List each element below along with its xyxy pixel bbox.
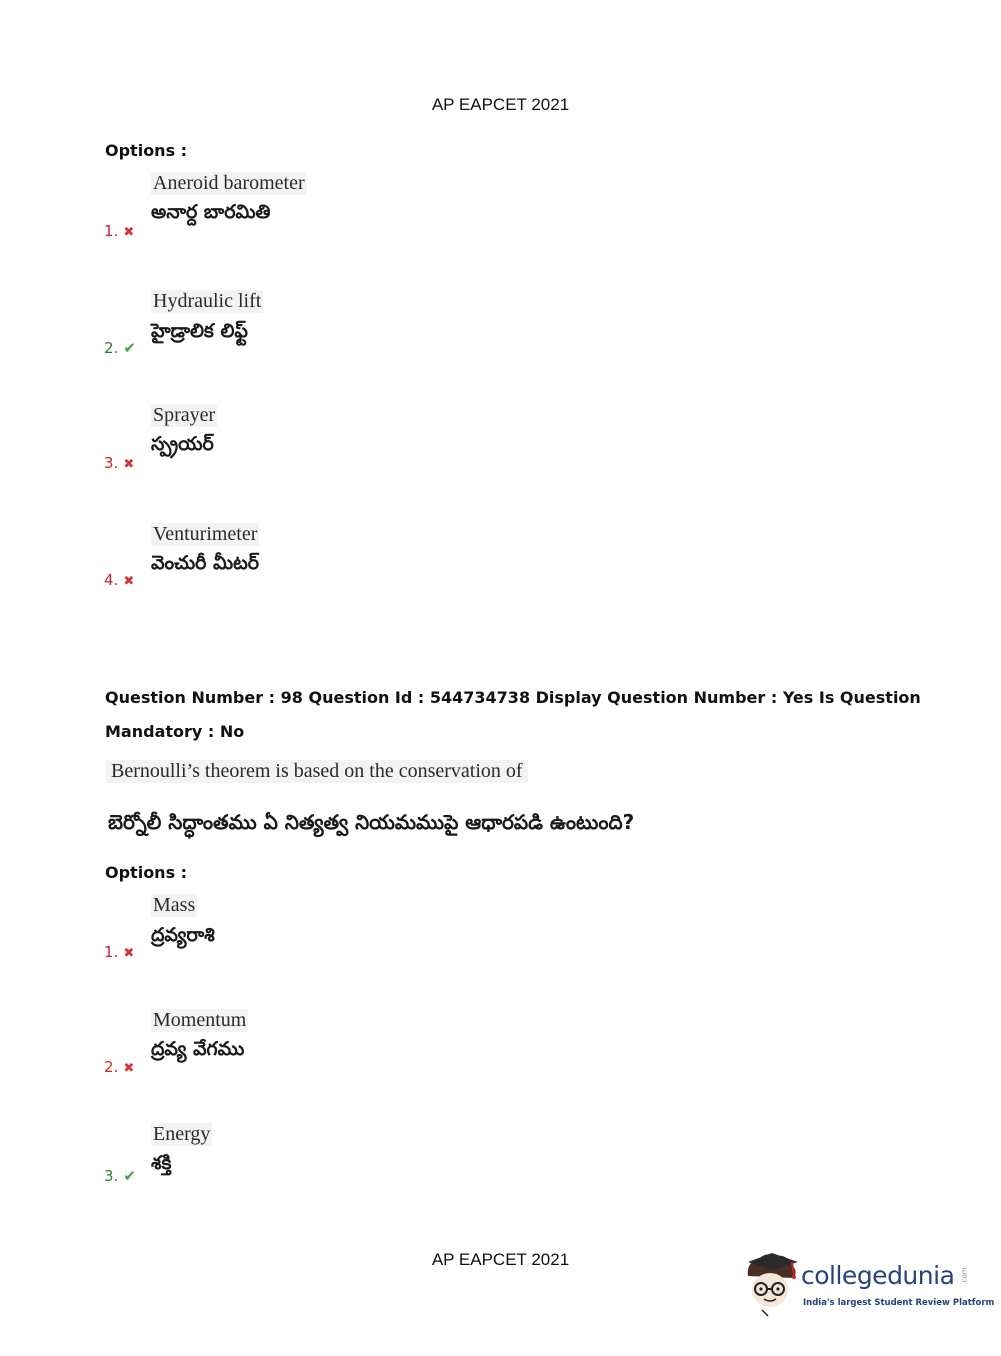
option-4-telugu: వెంచురీ మీటర్ xyxy=(151,552,260,574)
cross-icon: ✖ xyxy=(123,225,135,240)
options-label: Options : xyxy=(105,141,188,160)
collegedunia-logo xyxy=(742,1250,995,1320)
option-2-english: Momentum xyxy=(153,1009,247,1031)
logo-wordmark: collegedunia xyxy=(801,1261,955,1290)
option-2-number: 2. ✖ xyxy=(104,1058,135,1076)
options-label: Options : xyxy=(105,863,188,882)
option-1-number: 1. ✖ xyxy=(104,943,135,961)
option-3-number: 3. ✔ xyxy=(104,1167,136,1185)
page-footer: AP EAPCET 2021 xyxy=(431,1250,570,1269)
option-3-english: Energy xyxy=(153,1123,211,1145)
option-3-number: 3. ✖ xyxy=(104,454,135,472)
question-meta-line-1: Question Number : 98 Question Id : 544734738 Display Question Number : Yes Is Question xyxy=(105,688,921,707)
option-4-english: Venturimeter xyxy=(153,523,258,545)
cross-icon: ✖ xyxy=(123,1061,135,1076)
option-2-telugu: ద్రవ్య వేగము xyxy=(151,1038,245,1060)
option-3-english: Sprayer xyxy=(153,404,216,426)
page-header: AP EAPCET 2021 xyxy=(431,95,570,114)
option-1-english: Aneroid barometer xyxy=(153,172,305,194)
question-text-telugu: బెర్నోలీ సిద్ధాంతము ఏ నిత్యత్వ నియమముపై ఆధారపడి ఉంటుంది? xyxy=(108,810,635,834)
question-meta-line-2: Mandatory : No xyxy=(105,722,245,741)
option-1-number: 1. ✖ xyxy=(104,222,135,240)
cross-icon: ✖ xyxy=(123,574,135,589)
option-1-english: Mass xyxy=(153,894,196,916)
mascot-icon xyxy=(742,1250,802,1320)
logo-domain-suffix: .com xyxy=(960,1267,969,1285)
question-text-english: Bernoulli’s theorem is based on the conservation of xyxy=(106,760,528,783)
option-3-telugu: స్ప్రయర్ xyxy=(151,433,214,455)
option-1-telugu: అనార్ద బారమితి xyxy=(151,201,271,223)
cross-icon: ✖ xyxy=(123,457,135,472)
cross-icon: ✖ xyxy=(123,946,135,961)
option-1-telugu: ద్రవ్యరాశి xyxy=(151,924,215,946)
check-icon: ✔ xyxy=(123,339,136,357)
check-icon: ✔ xyxy=(123,1167,136,1185)
option-2-telugu: హైడ్రాలిక లిఫ్ట్ xyxy=(151,320,248,342)
option-4-number: 4. ✖ xyxy=(104,571,135,589)
logo-tagline: India's largest Student Review Platform xyxy=(803,1298,995,1308)
option-3-telugu: శక్తి xyxy=(151,1152,172,1174)
option-2-number: 2. ✔ xyxy=(104,339,136,357)
option-2-english: Hydraulic lift xyxy=(153,290,262,312)
